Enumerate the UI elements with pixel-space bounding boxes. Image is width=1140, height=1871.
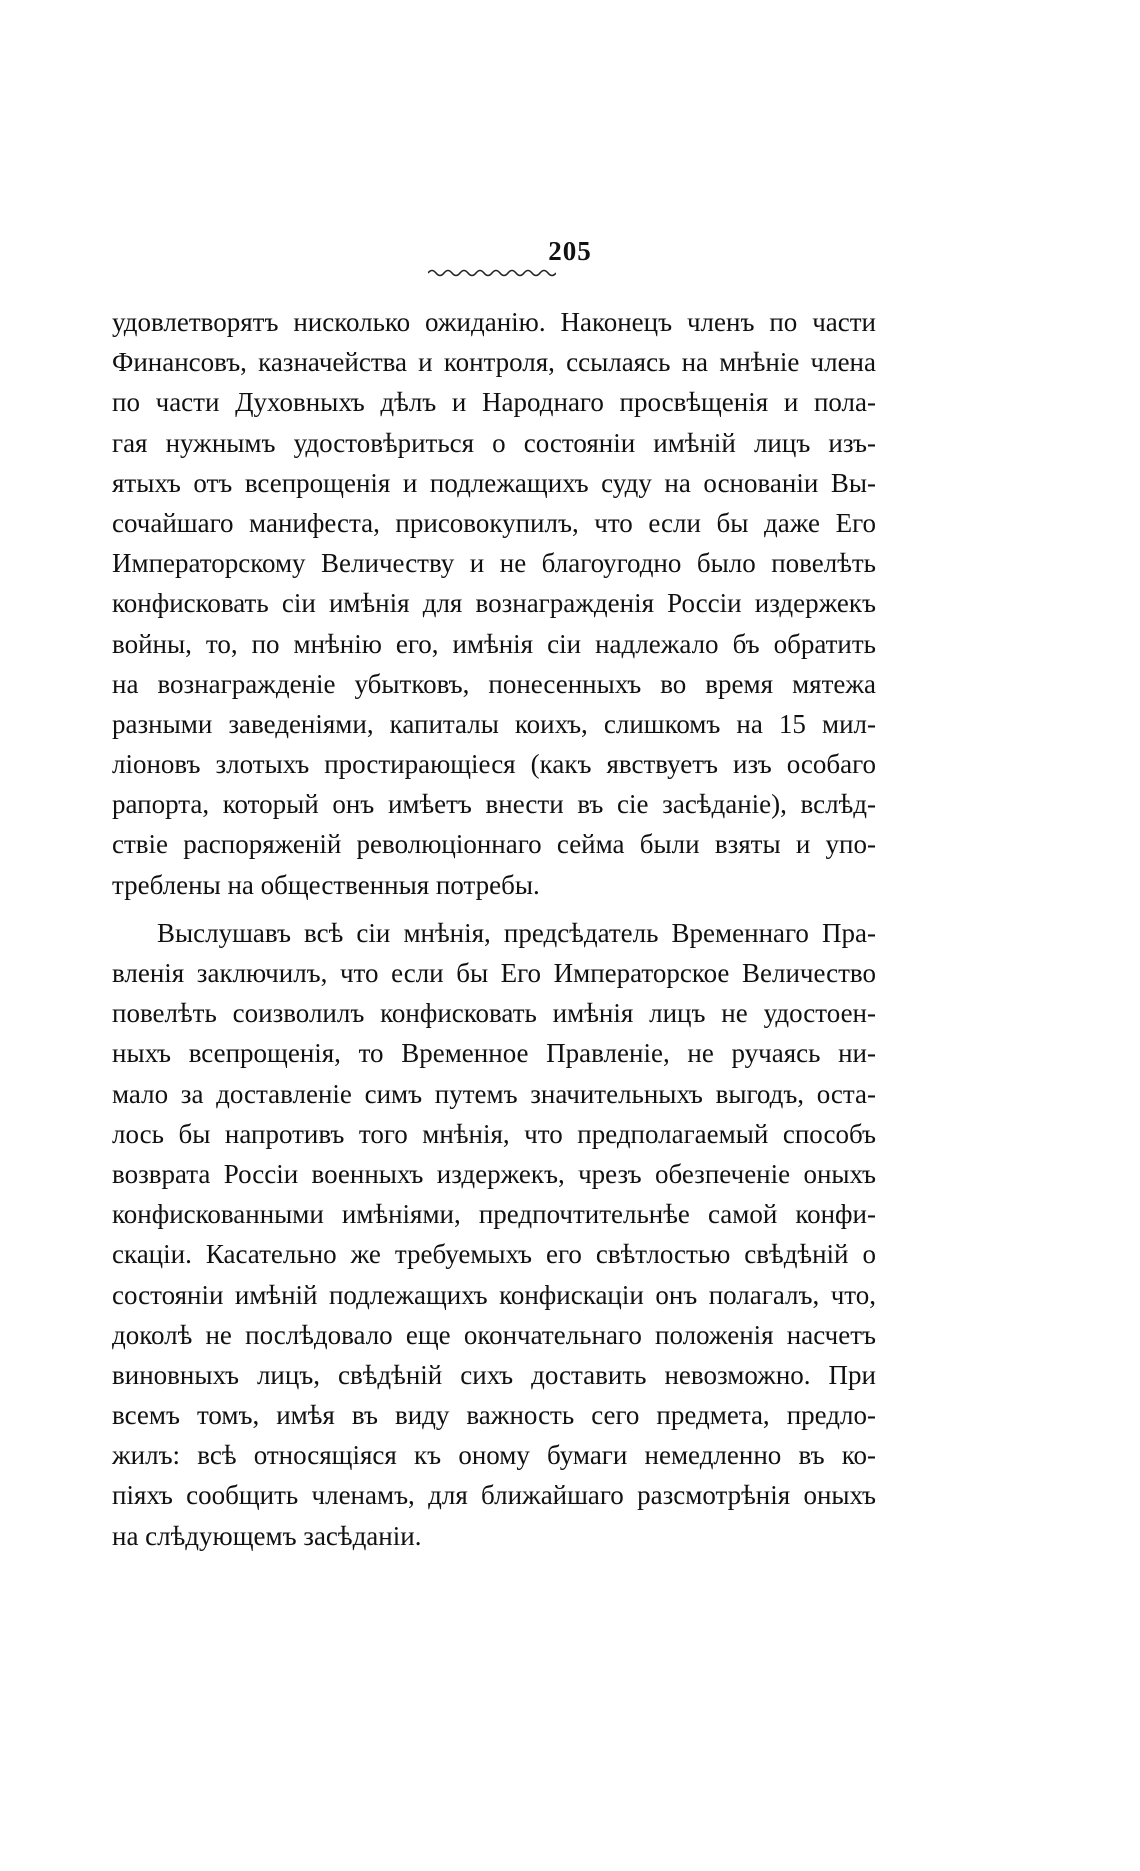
text-line: ятыхъ отъ всепрощенія и подлежащихъ суду на основаніи Вы-: [112, 467, 876, 498]
text-line: Финансовъ, казначейства и контроля, ссылаясь на мнѣніе члена: [112, 347, 876, 378]
text-line: состояніи имѣній подлежащихъ конфискаціи онъ полагалъ, что,: [112, 1279, 876, 1310]
text-line: виновныхъ лицъ, свѣдѣній сихъ доставить невозможно. При: [112, 1359, 876, 1390]
text-line: по части Духовныхъ дѣлъ и Народнаго просвѣщенія и пола-: [112, 387, 876, 418]
text-line: удовлетворятъ нисколько ожиданію. Наконецъ членъ по части: [112, 307, 876, 337]
text-line: ныхъ всепрощенія, то Временное Правленіе, не ручаясь ни-: [112, 1038, 876, 1069]
text-line: ствіе распоряженій революціоннаго сейма были взяты и упо-: [112, 829, 876, 860]
text-line: Императорскому Величеству и не благоугодно было повелѣть: [112, 548, 876, 579]
text-line: вленія заключилъ, что если бы Его Императорское Величество: [112, 958, 876, 988]
text-line: сочайшаго манифеста, присовокупилъ, что если бы даже Его: [112, 507, 876, 538]
text-line: жилъ: всѣ относящіяся къ оному бумаги немедленно въ ко-: [112, 1440, 876, 1471]
paragraph-2: [112, 913, 876, 1556]
page-number-ornament: [428, 268, 556, 278]
text-line: лось бы напротивъ того мнѣнія, что предполагаемый способъ: [112, 1118, 876, 1149]
text-line: доколѣ не послѣдовало еще окончательнаго положенія насчетъ: [112, 1319, 876, 1350]
text-line: войны, то, по мнѣнію его, имѣнія сіи надлежало бъ обратить: [112, 628, 876, 659]
text-line: повелѣть соизволилъ конфисковать имѣнія лицъ не удостоен-: [112, 998, 876, 1029]
text-line: на вознагражденіе убытковъ, понесенныхъ во время мятежа: [112, 668, 876, 699]
text-line: гая нужнымъ удостовѣриться о состояніи имѣній лицъ изъ-: [112, 427, 876, 458]
page-number: 205: [548, 236, 592, 266]
text-line: конфисковать сіи имѣнія для вознагражденія Россіи издержекъ: [112, 588, 876, 619]
text-line: піяхъ сообщить членамъ, для ближайшаго разсмотрѣнія оныхъ: [112, 1480, 876, 1511]
text-line: рапорта, который онъ имѣетъ внести въ сіе засѣданіе), вслѣд-: [112, 789, 876, 820]
text-line: треблены на общественныя потребы.: [112, 869, 540, 900]
text-line: на слѣдующемъ засѣданіи.: [112, 1520, 422, 1551]
text-line: скаціи. Касательно же требуемыхъ его свѣтлостью свѣдѣній о: [112, 1239, 876, 1270]
text-line: Выслушавъ всѣ сіи мнѣнія, предсѣдатель Временнаго Пра-: [157, 917, 876, 948]
text-line: конфискованными имѣніями, предпочтительнѣе самой конфи-: [112, 1199, 876, 1230]
text-line: всемъ томъ, имѣя въ виду важность сего предмета, предло-: [112, 1400, 876, 1431]
text-line: мало за доставленіе симъ путемъ значительныхъ выгодъ, оста-: [112, 1078, 876, 1109]
text-line: возврата Россіи военныхъ издержекъ, чрезъ обезпеченіе оныхъ: [112, 1158, 876, 1189]
body-text: [112, 302, 876, 1556]
text-line: ліоновъ злотыхъ простирающіеся (какъ явствуетъ изъ особаго: [112, 749, 876, 780]
paragraph-gap: [112, 905, 876, 913]
paragraph-1: [112, 302, 876, 905]
text-line: разными заведеніями, капиталы коихъ, слишкомъ на 15 мил-: [112, 708, 876, 739]
